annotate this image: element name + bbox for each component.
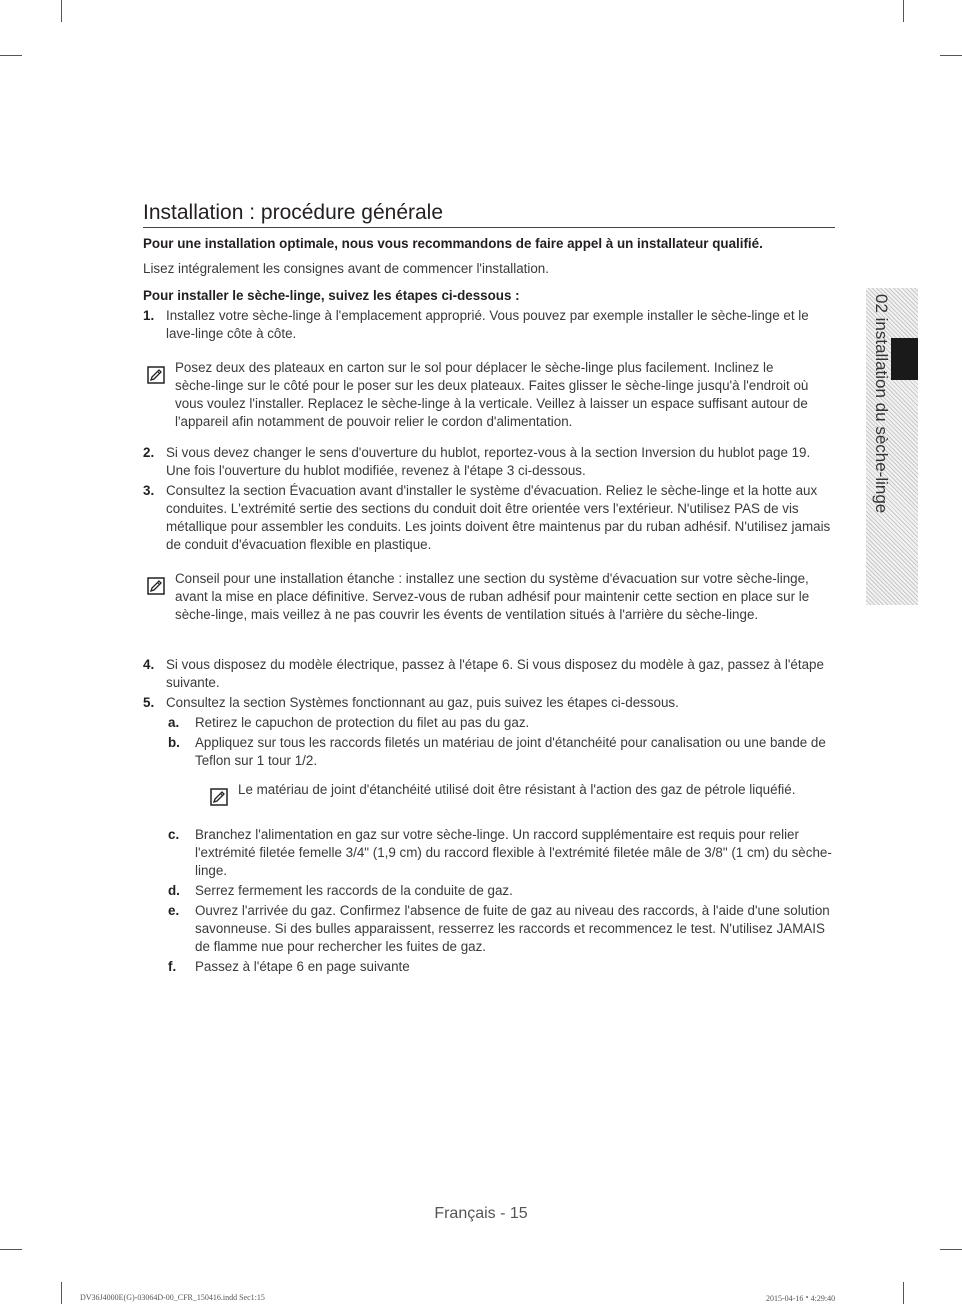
crop-mark: [0, 55, 22, 56]
note-text: Conseil pour une installation étanche : installez une section du système d'évacuation sur votre sèche-linge, avant la mise en place définitive. Servez-vous de ruban adhésif pour maintenir cette section en place sur le sèche-linge, mais veillez à ne pas couvrir les évents de ventilation situés à l'arrière du sèche-linge.: [175, 571, 810, 622]
substep-letter: e.: [168, 903, 180, 918]
crop-mark: [903, 0, 904, 22]
step-text: Installez votre sèche-linge à l'emplacement approprié. Vous pouvez par exemple installer le sèche-linge et le lave-linge côte à côte.: [166, 308, 809, 341]
chapter-side-tab: [866, 288, 918, 605]
crop-mark: [903, 1282, 904, 1304]
step-1: [143, 307, 833, 343]
substep-letter: f.: [168, 959, 177, 974]
substep-letter: c.: [168, 827, 180, 842]
step-2: [143, 444, 833, 480]
step-4: [143, 656, 838, 692]
substep-f: [168, 958, 833, 976]
substep-b: [168, 734, 833, 770]
note-text: Posez deux des plateaux en carton sur le sol pour déplacer le sèche-linge plus facilement. Inclinez le sèche-linge sur le côté pour le poser sur les deux plateaux. Faites glisser le sèche-linge jusqu'à l'endroit où vous voulez l'installer. Replacez le sèche-linge à la verticale. Veillez à laisser un espace suffisant autour de l'appareil afin notamment de pouvoir relier le cordon d'alimentation.: [175, 360, 809, 429]
note-pencil-icon: [147, 577, 165, 595]
step-text: Consultez la section Évacuation avant d'installer le système d'évacuation. Reliez le sèche-linge et la hotte aux conduites. L'extrémité sertie des sections du conduit doit être orientée vers l'extérieur. N'utilisez PAS de vis métallique pour assembler les conduits. Les joints doivent être maintenus par du ruban adhésif. N'utilisez jamais de conduit d'évacuation flexible en plastique.: [166, 483, 831, 552]
chapter-marker: [891, 338, 918, 380]
chapter-label: 02 installation du sèche-linge: [872, 294, 891, 514]
step-text: Consultez la section Systèmes fonctionnant au gaz, puis suivez les étapes ci-dessous.: [166, 695, 679, 710]
substep-letter: b.: [168, 735, 180, 750]
substep-c: [168, 826, 833, 880]
step-number: 5.: [143, 695, 155, 710]
print-slug-right: 2015-04-16 ꢀ 4:29:40: [766, 1294, 836, 1303]
substep-text: Serrez fermement les raccords de la conduite de gaz.: [195, 883, 513, 898]
crop-mark: [940, 55, 962, 56]
substep-e: [168, 902, 833, 956]
substep-text: Branchez l'alimentation en gaz sur votre sèche-linge. Un raccord supplémentaire est requis pour relier l'extrémité filetée femelle 3/4" (1,9 cm) du raccord flexible à l'extrémité filetée mâle de 3/8" (1 cm) du sèche-linge.: [195, 827, 832, 878]
substep-text: Passez à l'étape 6 en page suivante: [195, 959, 410, 974]
step-text: Si vous disposez du modèle électrique, passez à l'étape 6. Si vous disposez du modèle à gaz, passez à l'étape suivante.: [166, 657, 824, 690]
crop-mark: [61, 0, 62, 22]
crop-mark: [0, 1249, 22, 1250]
substep-letter: a.: [168, 715, 180, 730]
intro-bold: Pour une installation optimale, nous vous recommandons de faire appel à un installateur qualifié.: [143, 236, 763, 251]
crop-mark: [940, 1249, 962, 1250]
substep-a: [168, 714, 833, 732]
note-pencil-icon: [147, 366, 165, 384]
substep-d: [168, 882, 833, 900]
note-text: Le matériau de joint d'étanchéité utilisé doit être résistant à l'action des gaz de pétrole liquéfié.: [238, 782, 796, 797]
print-slug-left: DV36J4000E(G)-03064D-00_CFR_150416.indd Sec1:15: [80, 1293, 265, 1302]
substep-letter: d.: [168, 883, 180, 898]
step-number: 4.: [143, 657, 155, 672]
step-5: [143, 694, 833, 712]
substep-text: Ouvrez l'arrivée du gaz. Confirmez l'absence de fuite de gaz au niveau des raccords, à l'aide d'une solution savonneuse. Si des bulles apparaissent, resserrez les raccords et recommencez le test. N'utilisez JAMAIS de flamme nue pour rechercher les fuites de gaz.: [195, 903, 830, 954]
step-3: [143, 482, 833, 554]
substep-text: Retirez le capuchon de protection du filet au pas du gaz.: [195, 715, 530, 730]
step-number: 2.: [143, 445, 155, 460]
page-title: Installation : procédure générale: [143, 200, 835, 228]
steps-heading: Pour installer le sèche-linge, suivez les étapes ci-dessous :: [143, 288, 520, 303]
intro-text: Lisez intégralement les consignes avant de commencer l'installation.: [143, 261, 549, 276]
note-pencil-icon: [210, 788, 228, 806]
crop-mark: [61, 1282, 62, 1304]
page-number: Français - 15: [434, 1205, 528, 1222]
step-number: 3.: [143, 483, 155, 498]
step-number: 1.: [143, 308, 155, 323]
substep-text: Appliquez sur tous les raccords filetés un matériau de joint d'étanchéité pour canalisation ou une bande de Teflon sur 1 tour 1/2.: [195, 735, 826, 768]
step-text: Si vous devez changer le sens d'ouverture du hublot, reportez-vous à la section Inversion du hublot page 19. Une fois l'ouverture du hublot modifiée, revenez à l'étape 3 ci-dessous.: [166, 445, 811, 478]
